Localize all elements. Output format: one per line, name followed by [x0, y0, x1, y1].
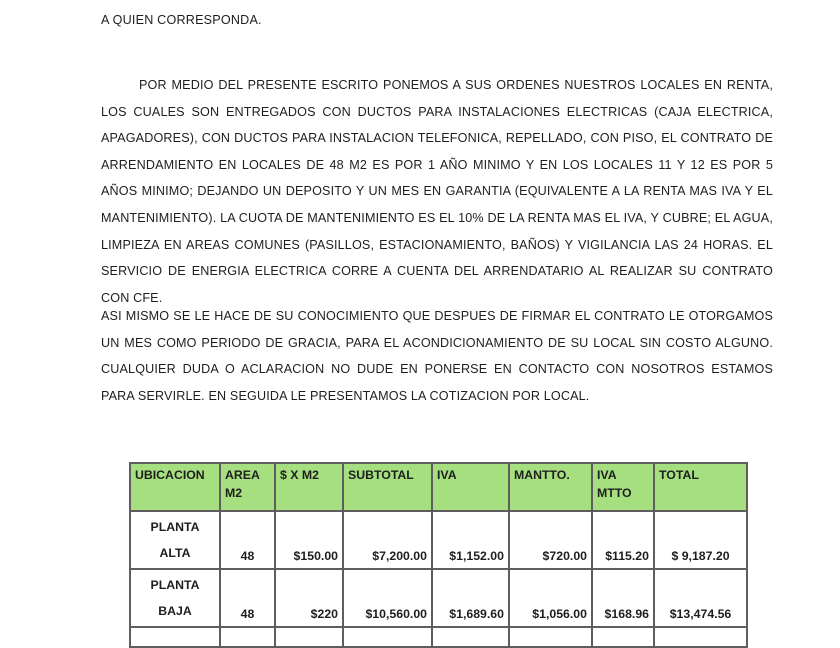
cell-subtotal: $7,200.00: [343, 511, 432, 569]
ubicacion-line1: PLANTA: [150, 520, 200, 534]
cell-iva: $1,689.60: [432, 569, 509, 627]
header-mantto: MANTTO.: [509, 463, 592, 511]
table-header-row: [130, 463, 747, 511]
cell-ubicacion: [130, 569, 220, 627]
cell-ubicacion: [130, 511, 220, 569]
salutation: A QUIEN CORRESPONDA.: [101, 13, 262, 27]
cell-subtotal: $10,560.00: [343, 569, 432, 627]
header-ubicacion: UBICACION: [130, 463, 220, 511]
table-row: [130, 569, 747, 627]
cell-iva-mtto: $115.20: [592, 511, 654, 569]
paragraph-1: POR MEDIO DEL PRESENTE ESCRITO PONEMOS A SUS ORDENES NUESTROS LOCALES EN RENTA, LOS CUALES SON ENTREGADOS CON DUCTOS PARA INSTALACIONES ELECTRICAS (CAJA ELECTRICA, APAGADORES), CON DUCTOS PARA INSTALACION TELEFONICA, REPELLADO, CON PISO, EL CONTRATO DE ARRENDAMIENTO EN LOCALES DE 48 M2 ES POR 1 AÑO MINIMO Y EN LOS LOCALES 11 Y 12 ES POR 5 AÑOS MINIMO; DEJANDO UN DEPOSITO Y UN MES EN GARANTIA (EQUIVALENTE A LA RENTA MAS IVA Y EL MANTENIMIENTO). LA CUOTA DE MANTENIMIENTO ES EL 10% DE LA RENTA MAS EL IVA, Y CUBRE; EL AGUA, LIMPIEZA EN AREAS COMUNES (PASILLOS, ESTACIONAMIENTO, BAÑOS) Y VIGILANCIA LAS 24 HORAS. EL SERVICIO DE ENERGIA ELECTRICA CORRE A CUENTA DEL ARRENDATARIO AL REALIZAR SU CONTRATO CON CFE.: [101, 78, 773, 305]
header-area: AREA M2: [220, 463, 275, 511]
header-total: TOTAL: [654, 463, 747, 511]
paragraph-2: ASI MISMO SE LE HACE DE SU CONOCIMIENTO QUE DESPUES DE FIRMAR EL CONTRATO LE OTORGAMOS UN MES COMO PERIODO DE GRACIA, PARA EL ACONDICIONAMIENTO DE SU LOCAL SIN COSTO ALGUNO. CUALQUIER DUDA O ACLARACION NO DUDE EN PONERSE EN CONTACTO CON NOSOTROS ESTAMOS PARA SERVIRLE. EN SEGUIDA LE PRESENTAMOS LA COTIZACION POR LOCAL.: [101, 309, 773, 403]
ubicacion-line2: BAJA: [158, 604, 192, 618]
table-row: [130, 511, 747, 569]
ubicacion-line1: PLANTA: [150, 578, 200, 592]
cell-area: 48: [220, 569, 275, 627]
header-iva-mtto: IVA MTTO: [592, 463, 654, 511]
ubicacion-line2: ALTA: [159, 546, 191, 560]
header-subtotal: SUBTOTAL: [343, 463, 432, 511]
cell-precio-m2: $220: [275, 569, 343, 627]
header-precio-m2: $ X M2: [275, 463, 343, 511]
cell-mantto: $1,056.00: [509, 569, 592, 627]
cell-iva: $1,152.00: [432, 511, 509, 569]
cell-iva-mtto: $168.96: [592, 569, 654, 627]
cell-total: $13,474.56: [654, 569, 747, 627]
cell-mantto: $720.00: [509, 511, 592, 569]
header-iva: IVA: [432, 463, 509, 511]
cell-precio-m2: $150.00: [275, 511, 343, 569]
cell-area: 48: [220, 511, 275, 569]
table-row-partial: [130, 627, 747, 647]
quote-table: [129, 462, 748, 648]
cell-total: $ 9,187.20: [654, 511, 747, 569]
